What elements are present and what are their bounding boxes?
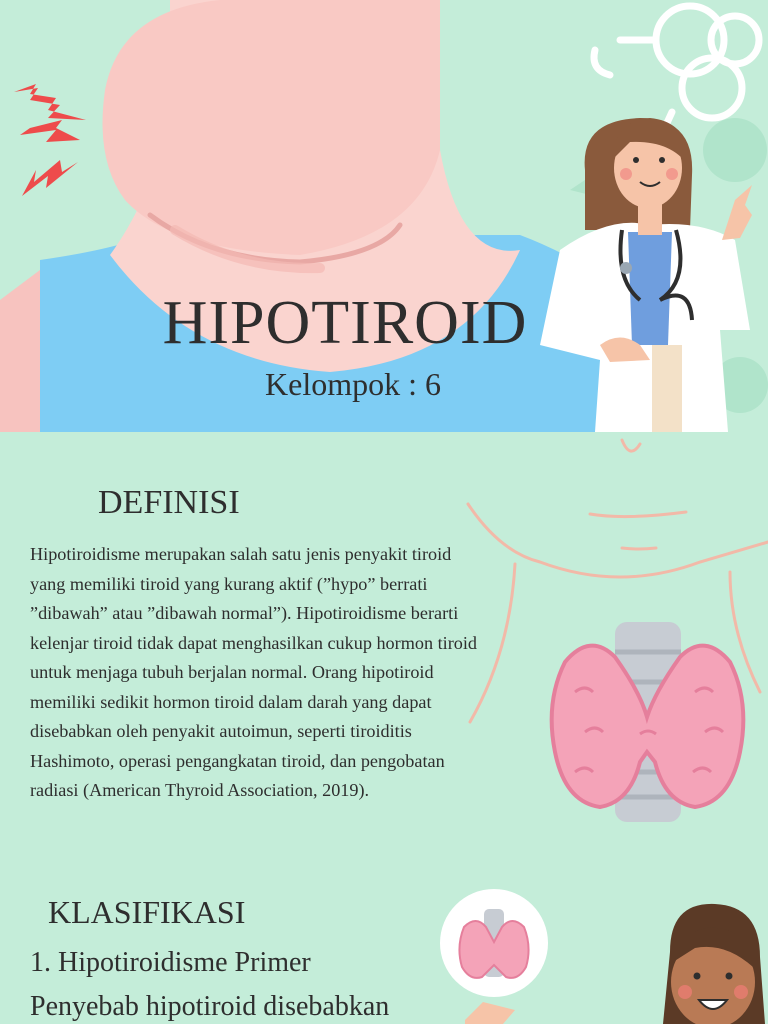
klasifikasi-item-1: 1. Hipotiroidisme Primer	[30, 947, 311, 978]
thyroid-illustration	[545, 622, 750, 822]
patient-illustration	[455, 902, 768, 1024]
pain-spark-icon	[14, 84, 86, 196]
klasifikasi-heading: KLASIFIKASI	[48, 894, 246, 930]
content-slide	[0, 432, 768, 1024]
cover-title: HIPOTIROID	[162, 289, 528, 357]
cover-slide	[0, 0, 768, 432]
klasifikasi-item-1-text: Penyebab hipotiroid disebabkan	[30, 991, 390, 1022]
cover-subtitle: Kelompok : 6	[265, 366, 441, 402]
definisi-paragraph: Hipotiroidisme merupakan salah satu jenis penyakit tiroid yang memiliki tiroid yang kurang aktif (”hypo” berrati ”dibawah” atau ”dibawah normal”). Hipotiroidisme berarti kelenjar tiroid tidak dapat menghasilkan cukup hormon tiroid untuk menjaga tubuh berjalan normal. Orang hipotiroid memiliki sedikit hormon tiroid dalam darah yang dapat disebabkan oleh penyakit autoimun, seperti tiroiditis Hashimoto, operasi pengangkatan tiroid, dan pengobatan radiasi (American Thyroid Association, 2019).	[30, 544, 477, 800]
definisi-heading: DEFINISI	[98, 484, 240, 521]
